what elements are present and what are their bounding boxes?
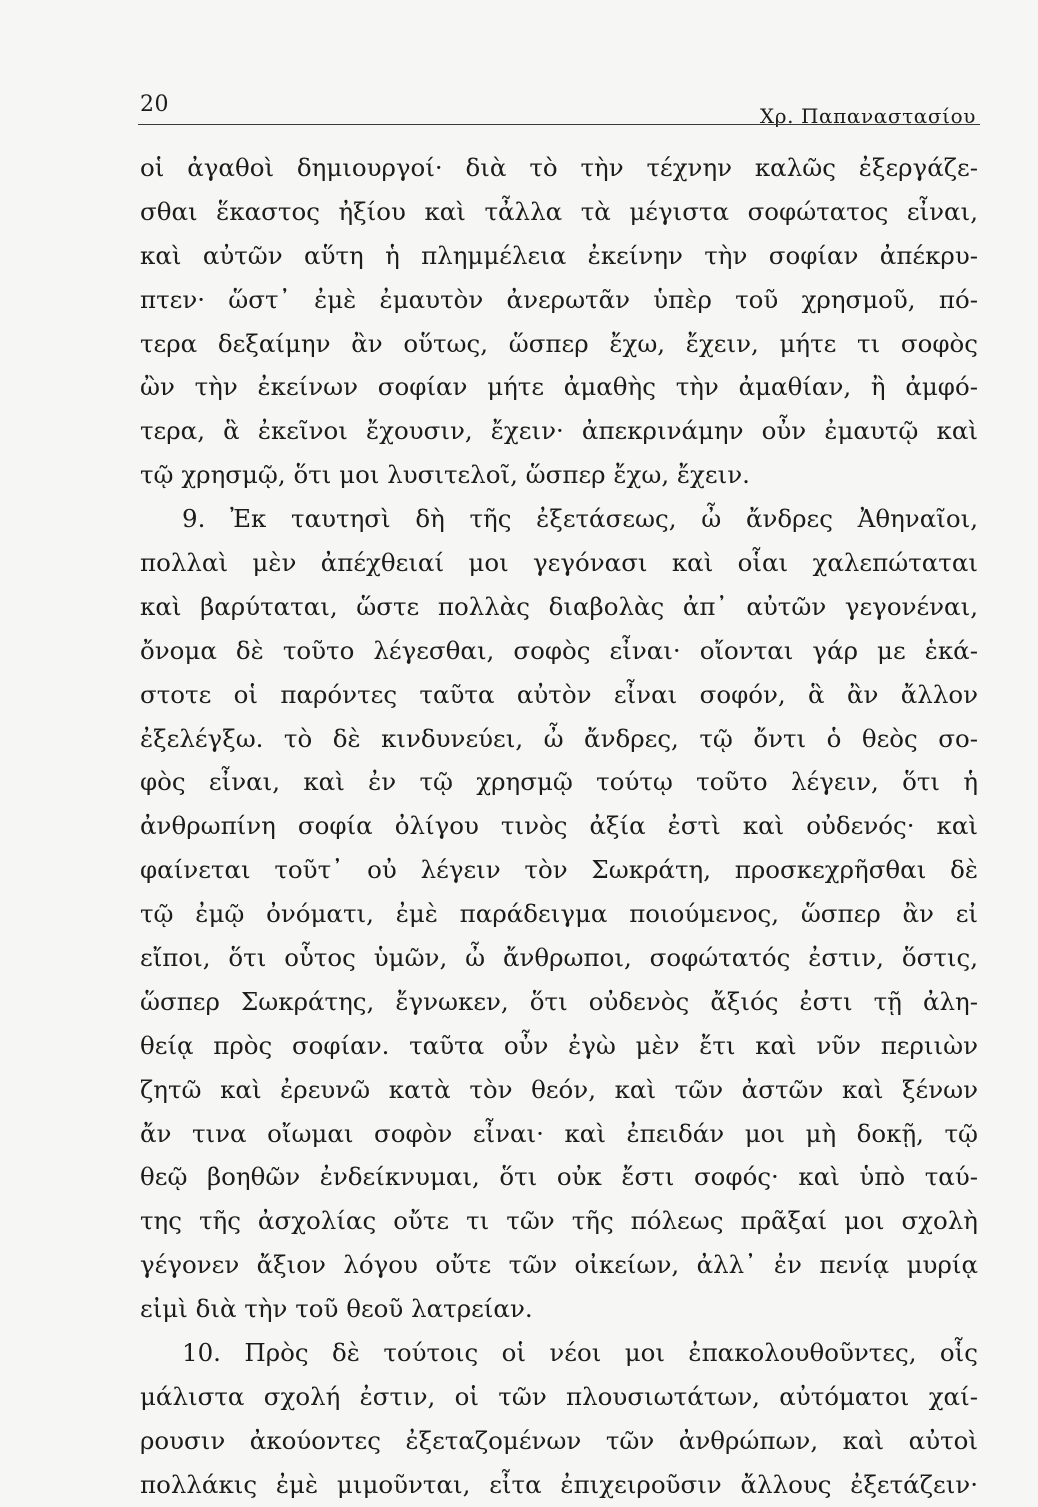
text-line: της τῆς ἀσχολίας οὔτε τι τῶν τῆς πόλεως πρᾶξαί μοι σχολὴ — [140, 1206, 978, 1236]
text-line: θείᾳ πρὸς σοφίαν. ταῦτα οὖν ἐγὼ μὲν ἔτι καὶ νῦν περιιὼν — [140, 1030, 978, 1060]
section-9-start: 9. Ἐκ ταυτησὶ δὴ τῆς ἐξετάσεως, ὦ ἄνδρες Ἀθηναῖοι, — [182, 504, 978, 534]
text-line: ὄνομα δὲ τοῦτο λέγεσθαι, σοφὸς εἶναι· οἴονται γάρ με ἑκά- — [140, 635, 978, 665]
text-line: ἐξελέγξω. τὸ δὲ κινδυνεύει, ὦ ἄνδρες, τῷ ὄντι ὁ θεὸς σο- — [140, 723, 978, 753]
running-head-author: Χρ. Παπαναστασίου — [759, 104, 976, 128]
text-line: ὢν τὴν ἐκείνων σοφίαν μήτε ἀμαθὴς τὴν ἀμαθίαν, ἢ ἀμφό- — [140, 372, 978, 402]
text-line: οἱ ἀγαθοὶ δημιουργοί· διὰ τὸ τὴν τέχνην καλῶς ἐξεργάζε- — [140, 153, 978, 182]
text-line: σθαι ἕκαστος ἠξίου καὶ τἆλλα τὰ μέγιστα σοφώτατος εἶναι, — [140, 196, 978, 226]
header-rule — [138, 124, 980, 125]
text-line: θεῷ βοηθῶν ἐνδείκνυμαι, ὅτι οὐκ ἔστι σοφός· καὶ ὑπὸ ταύ- — [140, 1162, 978, 1192]
text-line: ζητῶ καὶ ἐρευνῶ κατὰ τὸν θεόν, καὶ τῶν ἀστῶν καὶ ξένων — [140, 1074, 978, 1104]
text-line: φαίνεται τοῦτ᾽ οὐ λέγειν τὸν Σωκράτη, προσκεχρῆσθαι δὲ — [140, 855, 978, 885]
text-line: πολλάκις ἐμὲ μιμοῦνται, εἶτα ἐπιχειροῦσιν ἄλλους ἐξετάζειν· — [140, 1469, 978, 1499]
text-line: τερα, ἃ ἐκεῖνοι ἔχουσιν, ἔχειν· ἀπεκρινάμην οὖν ἐμαυτῷ καὶ — [140, 416, 978, 446]
text-line: πολλαὶ μὲν ἀπέχθειαί μοι γεγόνασι καὶ οἷαι χαλεπώταται — [140, 548, 978, 578]
text-line: καὶ αὐτῶν αὕτη ἡ πλημμέλεια ἐκείνην τὴν σοφίαν ἀπέκρυ- — [140, 240, 978, 270]
text-line: ἄν τινα οἴωμαι σοφὸν εἶναι· καὶ ἐπειδάν μοι μὴ δοκῇ, τῷ — [140, 1118, 978, 1148]
text-line: εἰμὶ διὰ τὴν τοῦ θεοῦ λατρείαν. — [140, 1294, 533, 1324]
text-line: φὸς εἶναι, καὶ ἐν τῷ χρησμῷ τούτῳ τοῦτο λέγειν, ὅτι ἡ — [140, 767, 978, 797]
page-number: 20 — [140, 92, 169, 117]
text-line: ρουσιν ἀκούοντες ἐξεταζομένων τῶν ἀνθρώπων, καὶ αὐτοὶ — [140, 1425, 978, 1455]
text-line: γέγονεν ἄξιον λόγου οὔτε τῶν οἰκείων, ἀλλ᾽ ἐν πενίᾳ μυρίᾳ — [140, 1250, 978, 1280]
text-line: ἀνθρωπίνη σοφία ὀλίγου τινὸς ἀξία ἐστὶ καὶ οὐδενός· καὶ — [140, 811, 978, 841]
text-line: τερα δεξαίμην ἂν οὕτως, ὥσπερ ἔχω, ἔχειν, μήτε τι σοφὸς — [140, 328, 978, 358]
text-line: μάλιστα σχολή ἐστιν, οἱ τῶν πλουσιωτάτων, αὐτόματοι χαί- — [140, 1381, 978, 1411]
body-text — [140, 146, 978, 1507]
text-line: στοτε οἱ παρόντες ταῦτα αὐτὸν εἶναι σοφόν, ἃ ἂν ἄλλον — [140, 679, 978, 709]
text-line: τῷ ἐμῷ ὀνόματι, ἐμὲ παράδειγμα ποιούμενος, ὥσπερ ἂν εἰ — [140, 899, 978, 929]
text-line: πτεν· ὥστ᾽ ἐμὲ ἐμαυτὸν ἀνερωτᾶν ὑπὲρ τοῦ χρησμοῦ, πό- — [140, 284, 978, 314]
text-line: καὶ βαρύταται, ὥστε πολλὰς διαβολὰς ἀπ᾽ αὐτῶν γεγονέναι, — [140, 591, 978, 621]
text-line: εἴποι, ὅτι οὗτος ὑμῶν, ὦ ἄνθρωποι, σοφώτατός ἐστιν, ὅστις, — [140, 943, 978, 973]
section-10-start: 10. Πρὸς δὲ τούτοις οἱ νέοι μοι ἐπακολουθοῦντες, οἷς — [182, 1338, 978, 1368]
text-line: τῷ χρησμῷ, ὅτι μοι λυσιτελοῖ, ὥσπερ ἔχω, ἔχειν. — [140, 460, 750, 490]
text-line: ὥσπερ Σωκράτης, ἔγνωκεν, ὅτι οὐδενὸς ἄξιός ἐστι τῇ ἀλη- — [140, 986, 978, 1016]
